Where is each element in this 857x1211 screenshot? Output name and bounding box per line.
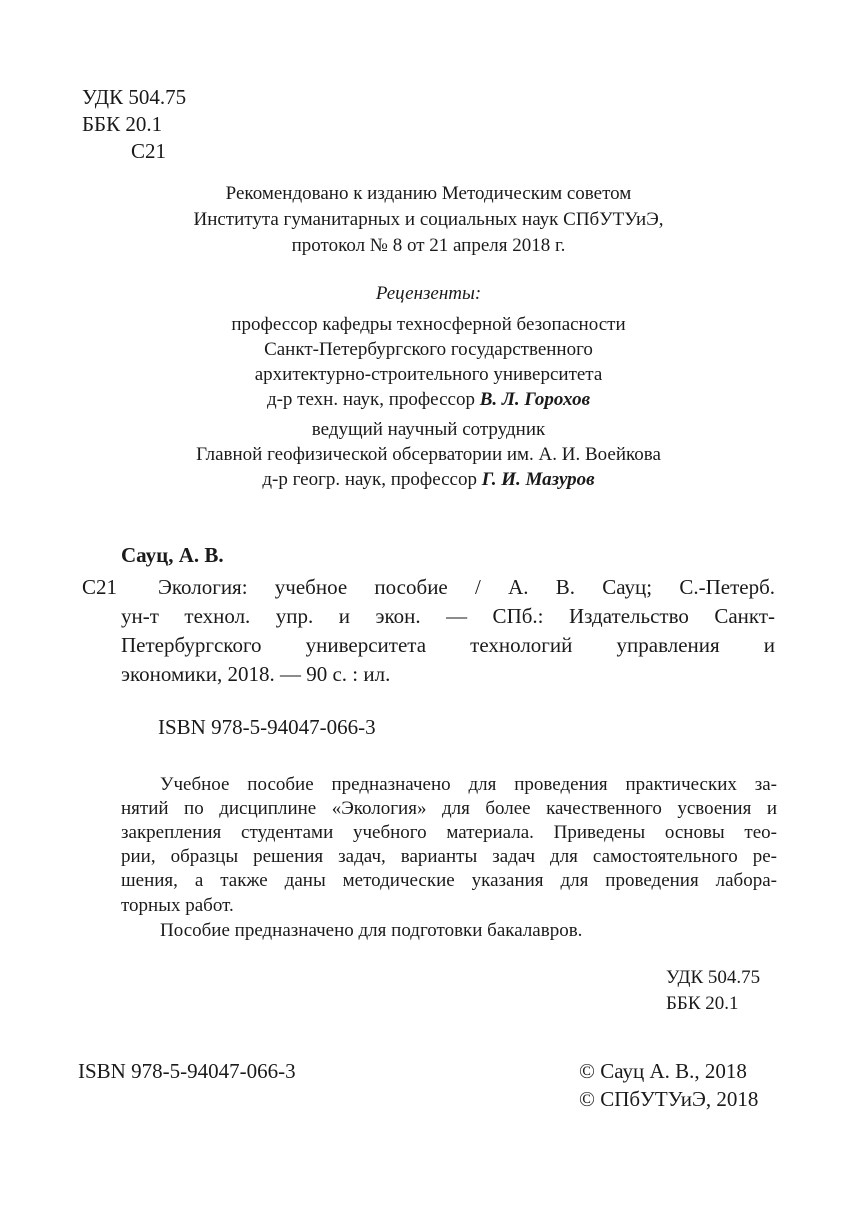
bib-isbn: ISBN 978-5-94047-066-3 [158, 715, 376, 739]
reviewer2-degree-line [0, 467, 857, 493]
reviewer2-name: Г. И. Мазуров [481, 469, 595, 490]
bib-author: Сауц, А. В. [121, 543, 224, 567]
reviewer2-line-2: Главной геофизической обсерватории им. А. И. Воейкова [196, 444, 661, 465]
reviewers-heading: Рецензенты: [375, 283, 482, 304]
udk-top: УДК 504.75 [82, 85, 187, 109]
reviewer2-degree: д-р геогр. наук, профессор [262, 469, 482, 490]
recommendation-line-2: Института гуманитарных и социальных наук СПбУТУиЭ, [193, 209, 664, 230]
annotation-line-5: шения, а также даны методические указания для проведения лабора- [121, 870, 777, 891]
bib-line-2: ун-т технол. упр. и экон. — СПб.: Издательство Санкт- [121, 604, 775, 628]
copyright-author: © Сауц А. В., 2018 [579, 1059, 747, 1083]
copyright-org: © СПбУТУиЭ, 2018 [579, 1087, 759, 1111]
reviewer1-degree: д-р техн. наук, профессор [266, 389, 480, 410]
annotation-line-6: торных работ. [121, 895, 234, 916]
reviewer1-degree-line [0, 387, 857, 413]
recommendation-line-3: протокол № 8 от 21 апреля 2018 г. [291, 235, 566, 256]
bbk-top: ББК 20.1 [82, 112, 163, 136]
annotation-line-3: закрепления студентами учебного материала. Приведены основы тео- [121, 822, 777, 843]
reviewer1-line-2: Санкт-Петербургского государственного [264, 339, 593, 360]
bib-line-4: экономики, 2018. — 90 с. : ил. [121, 662, 391, 686]
author-mark-top: С21 [131, 139, 167, 163]
annotation-line-2: нятий по дисциплине «Экология» для более качественного усвоения и [121, 798, 777, 819]
bib-line-3: Петербургского университета технологий управления и [121, 633, 775, 657]
annotation-line-7: Пособие предназначено для подготовки бакалавров. [160, 920, 583, 941]
annotation-line-1: Учебное пособие предназначено для проведения практических за- [160, 774, 777, 795]
bbk-bottom: ББК 20.1 [666, 993, 739, 1014]
annotation-line-4: рии, образцы решения задач, варианты задач для самостоятельного ре- [121, 846, 777, 867]
udk-bottom: УДК 504.75 [666, 967, 761, 988]
isbn-bottom: ISBN 978-5-94047-066-3 [78, 1059, 296, 1083]
bib-mark: С21 [82, 575, 118, 599]
reviewer1-line-1: профессор кафедры техносферной безопасности [231, 314, 626, 335]
bib-line-1: Экология: учебное пособие / А. В. Сауц; С.-Петерб. [158, 575, 775, 599]
reviewer2-line-1: ведущий научный сотрудник [311, 419, 546, 440]
reviewer1-line-3: архитектурно-строительного университета [254, 364, 603, 385]
reviewer1-name: В. Л. Горохов [479, 389, 591, 410]
recommendation-line-1: Рекомендовано к изданию Методическим советом [225, 183, 632, 204]
